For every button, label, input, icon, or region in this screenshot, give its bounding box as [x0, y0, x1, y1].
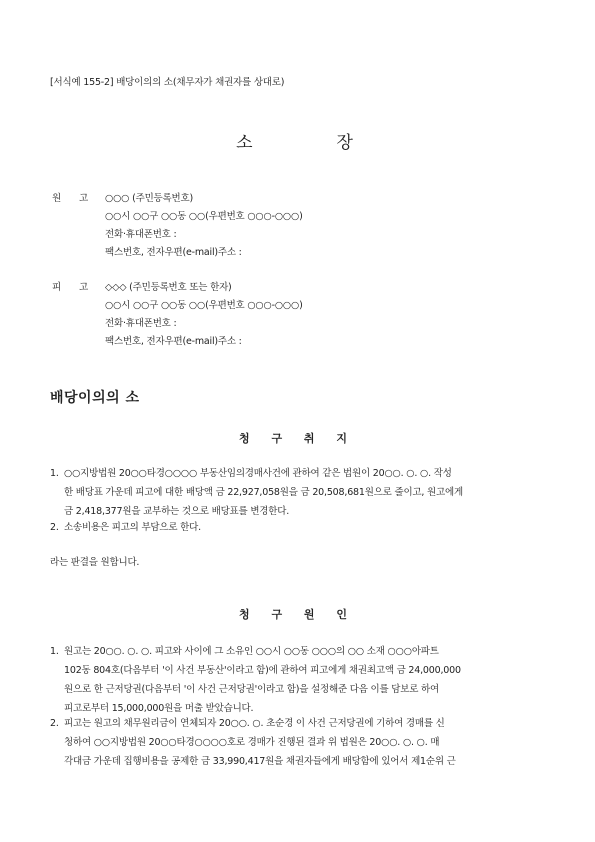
defendant-role-label: 피 고 — [52, 282, 88, 293]
item-number: 2. — [50, 522, 59, 533]
item-number: 1. — [50, 646, 59, 657]
defendant-fax-email: 팩스번호, 전자우편(e-mail)주소 : — [105, 336, 242, 347]
defendant-address: ○○시 ○○구 ○○동 ○○(우편번호 ○○○-○○○) — [105, 300, 303, 311]
item-line: ○○지방법원 20○○타경○○○○ 부동산임의경매사건에 관하여 같은 법원이 20○○. ○. ○. 작성 — [64, 468, 452, 479]
plaintiff-role-label: 원 고 — [52, 193, 88, 204]
claim-purpose-heading: 청 구 취 지 — [239, 432, 356, 445]
plaintiff-fax-email: 팩스번호, 전자우편(e-mail)주소 : — [105, 247, 242, 258]
item-line: 102동 804호(다음부터 '이 사건 부동산'이라고 함)에 관하여 피고에게 채권최고액 금 24,000,000 — [64, 665, 461, 676]
title-char-2: 장 — [336, 133, 359, 153]
claim-purpose-item-1 — [50, 464, 463, 521]
item-line: 원으로 한 근저당권(다음부터 '이 사건 근저당권'이라고 함)을 설정해준 다음 이를 담보로 하여 — [64, 684, 440, 695]
case-title: 배당이의의 소 — [50, 390, 140, 406]
item-line: 한 배당표 가운데 피고에 대한 배당액 금 22,927,058원을 금 20,508,681원으로 줄이고, 원고에게 — [64, 487, 463, 498]
item-line: 피고는 원고의 채무원리금이 연체되자 20○○. ○. 초순경 이 사건 근저당권에 기하여 경매를 신 — [64, 718, 445, 729]
form-number: [서식예 155-2] 배당이의의 소(채무자가 채권자를 상대로) — [50, 77, 285, 88]
item-line: 원고는 20○○. ○. ○. 피고와 사이에 그 소유인 ○○시 ○○동 ○○○의 ○○ 소재 ○○○아파트 — [64, 646, 439, 657]
item-line: 청하여 ○○지방법원 20○○타경○○○○호로 경매가 진행된 결과 위 법원은 20○○. ○. ○. 매 — [64, 737, 440, 748]
claim-purpose-closing: 라는 판결을 원합니다. — [50, 557, 140, 568]
item-line: 금 2,418,377원을 교부하는 것으로 배당표를 변경한다. — [64, 506, 290, 517]
plaintiff-address: ○○시 ○○구 ○○동 ○○(우편번호 ○○○-○○○) — [105, 211, 303, 222]
title-char-1: 소 — [236, 133, 259, 153]
item-number: 2. — [50, 718, 59, 729]
plaintiff-name: ○○○ (주민등록번호) — [105, 193, 193, 204]
item-number: 1. — [50, 468, 59, 479]
document-title — [0, 128, 595, 153]
defendant-phone: 전화·휴대폰번호 : — [105, 318, 177, 329]
claim-cause-item-2 — [50, 714, 456, 771]
claim-purpose-item-2 — [50, 518, 201, 537]
defendant-name: ◇◇◇ (주민등록번호 또는 한자) — [105, 282, 232, 293]
item-line: 피고로부터 15,000,000원을 머출 받았습니다. — [64, 703, 254, 714]
plaintiff-phone: 전화·휴대폰번호 : — [105, 229, 177, 240]
item-line: 각대금 가운데 집행비용을 공제한 금 33,990,417원을 채권자들에게 배당함에 있어서 제1순위 근 — [64, 756, 456, 767]
item-line: 소송비용은 피고의 부담으로 한다. — [64, 522, 201, 533]
claim-cause-heading: 청 구 원 인 — [239, 608, 356, 621]
claim-cause-item-1 — [50, 642, 461, 718]
